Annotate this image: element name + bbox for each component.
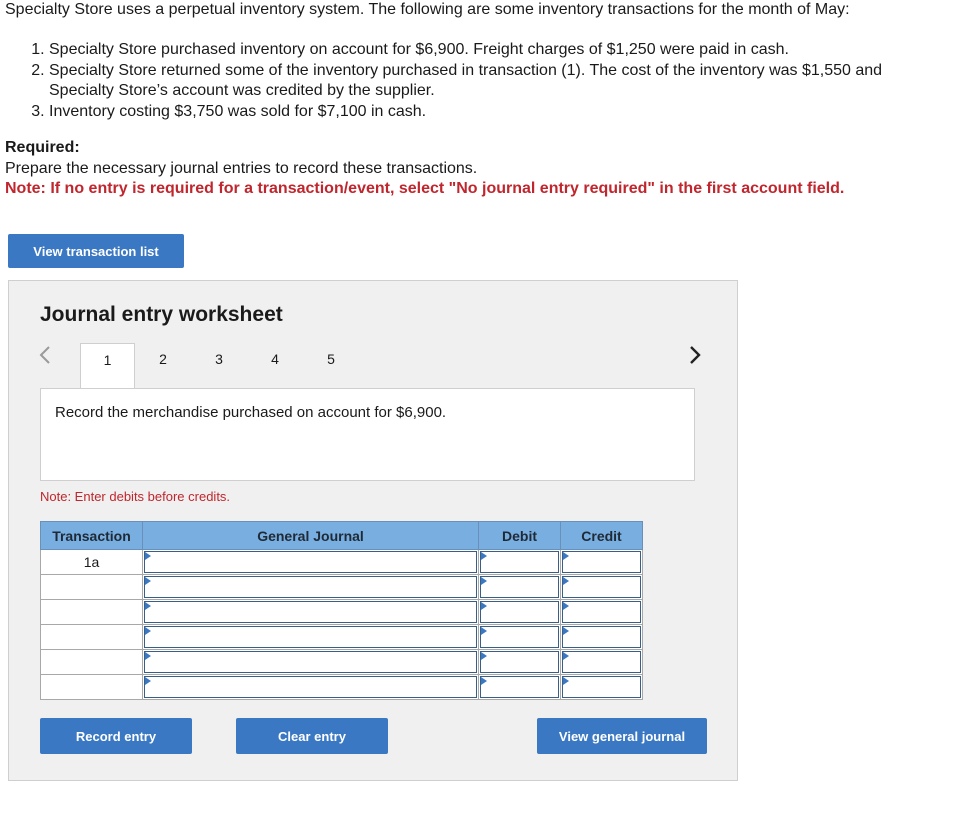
column-header-credit: Credit [561,522,643,550]
credit-field[interactable] [561,600,643,625]
tab-5[interactable]: 5 [327,351,335,367]
table-row [41,550,643,575]
required-text: Prepare the necessary journal entries to record these transactions. [5,160,478,177]
debit-field[interactable] [479,625,561,650]
entry-description: Record the merchandise purchased on account for $6,900. [55,404,447,421]
credit-field[interactable] [561,575,643,600]
journal-table [40,521,643,700]
column-header-debit: Debit [479,522,561,550]
account-field[interactable] [143,650,479,675]
account-field[interactable] [143,575,479,600]
account-field[interactable] [143,675,479,700]
credit-field[interactable] [561,650,643,675]
intro-text: Specialty Store uses a perpetual inventory system. The following are some inventory transactions for the month of May: [5,1,850,18]
column-header-general-journal: General Journal [143,522,479,550]
required-heading: Required: [5,139,80,156]
transaction-item: 1. Specialty Store purchased inventory on account for $6,900. Freight charges of $1,250 were paid in cash. [49,40,948,60]
instruction-note: Note: If no entry is required for a transaction/event, select "No journal entry required" in the first account field. [5,180,845,197]
transaction-cell [41,575,143,600]
table-row [41,625,643,650]
account-field[interactable] [143,625,479,650]
tab-2[interactable]: 2 [159,351,167,367]
column-header-transaction: Transaction [41,522,143,550]
view-general-journal-button[interactable]: View general journal [537,718,707,754]
entry-description-box [40,388,695,481]
chevron-right-icon[interactable] [689,345,701,365]
tab-1[interactable]: 1 [80,343,135,390]
credit-field[interactable] [561,625,643,650]
transaction-cell: 1a [41,550,143,575]
debit-field[interactable] [479,550,561,575]
account-field[interactable] [143,600,479,625]
transaction-cell [41,625,143,650]
table-row [41,650,643,675]
tab-3[interactable]: 3 [215,351,223,367]
debit-field[interactable] [479,600,561,625]
table-row [41,600,643,625]
transaction-item: 3. Inventory costing $3,750 was sold for $7,100 in cash. [49,102,948,122]
chevron-left-icon[interactable] [39,345,51,365]
transaction-list [23,40,948,123]
clear-entry-button[interactable]: Clear entry [236,718,388,754]
transaction-cell [41,650,143,675]
worksheet-title: Journal entry worksheet [40,303,283,326]
record-entry-button[interactable]: Record entry [40,718,192,754]
credit-field[interactable] [561,675,643,700]
credit-field[interactable] [561,550,643,575]
transaction-item: 2. Specialty Store returned some of the inventory purchased in transaction (1). The cost of the inventory was $1,550 and Specialty Store’s account was credited by the supplier. [49,61,948,101]
journal-entry-worksheet [8,280,738,781]
debit-field[interactable] [479,650,561,675]
debit-field[interactable] [479,675,561,700]
table-row [41,675,643,700]
view-transaction-list-button[interactable]: View transaction list [8,234,184,268]
account-field[interactable] [143,550,479,575]
transaction-cell [41,675,143,700]
debit-credit-note: Note: Enter debits before credits. [40,489,231,504]
table-row [41,575,643,600]
tab-4[interactable]: 4 [271,351,279,367]
debit-field[interactable] [479,575,561,600]
transaction-cell [41,600,143,625]
